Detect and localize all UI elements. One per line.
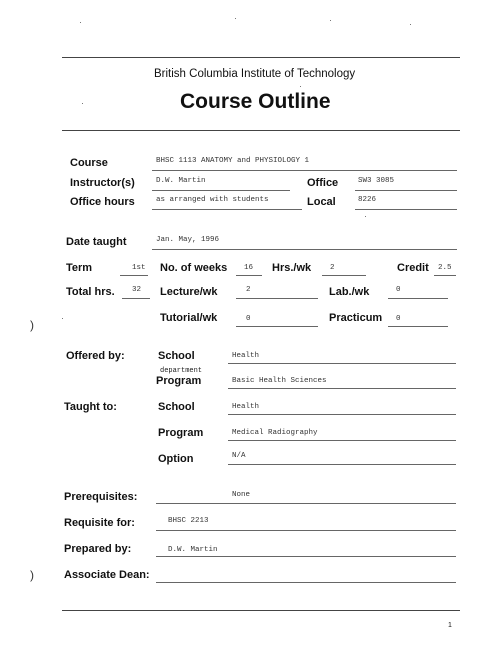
total-hrs-underline (122, 298, 150, 299)
associate-dean-underline (156, 582, 456, 583)
top-rule (62, 57, 460, 58)
weeks-label: No. of weeks (160, 262, 228, 274)
office-hours-value: as arranged with students (156, 196, 269, 204)
taught-school-label: School (158, 401, 195, 413)
hrs-wk-value: 2 (330, 264, 335, 272)
offered-school-value: Health (232, 352, 260, 360)
term-underline (120, 275, 148, 276)
term-value: 1st (132, 264, 146, 272)
office-value: SW3 3085 (358, 177, 395, 185)
associate-dean-label: Associate Dean: (64, 569, 150, 581)
instructor-value: D.W. Martin (156, 177, 206, 185)
office-label: Office (307, 177, 339, 189)
hrs-wk-label: Hrs./wk (272, 262, 312, 274)
bottom-rule (62, 610, 460, 611)
page-title: Course Outline (180, 90, 331, 113)
lecture-underline (236, 298, 318, 299)
scan-speck (235, 18, 236, 19)
lab-underline (388, 298, 448, 299)
tutorial-underline (236, 326, 318, 327)
requisite-for-underline (156, 530, 456, 531)
practicum-label: Practicum (329, 312, 383, 324)
local-underline (355, 209, 457, 210)
scan-speck (410, 24, 411, 25)
taught-program-label: Program (158, 427, 204, 439)
scan-speck (82, 103, 83, 104)
office-hours-label: Office hours (70, 196, 135, 208)
local-value: 8226 (358, 196, 377, 204)
offered-school-underline (228, 363, 456, 364)
lecture-label: Lecture/wk (160, 286, 218, 298)
date-taught-value: Jan. May, 1996 (156, 236, 220, 244)
page-number: 1 (448, 622, 452, 629)
offered-program-label: Program (156, 375, 202, 387)
scan-speck (365, 216, 366, 217)
credit-value: 2.5 (438, 264, 452, 272)
instructor-underline (152, 190, 290, 191)
scan-speck (62, 318, 63, 319)
taught-to-label: Taught to: (64, 401, 117, 413)
offered-program-underline (228, 388, 456, 389)
lab-label: Lab./wk (329, 286, 370, 298)
office-hours-underline (152, 209, 302, 210)
practicum-underline (388, 326, 448, 327)
prepared-by-underline (156, 556, 456, 557)
offered-by-label: Offered by: (66, 350, 125, 362)
tutorial-label: Tutorial/wk (160, 312, 218, 324)
prepared-by-label: Prepared by: (64, 543, 132, 555)
institute-name: British Columbia Institute of Technology (154, 68, 356, 80)
option-label: Option (158, 453, 194, 465)
hrs-wk-underline (322, 275, 366, 276)
scan-speck (300, 86, 301, 87)
local-label: Local (307, 196, 336, 208)
margin-bracket-mark: ) (30, 318, 34, 332)
title-rule (62, 130, 460, 131)
credit-label: Credit (397, 262, 429, 274)
prerequisites-value: None (232, 491, 251, 499)
course-label: Course (70, 157, 108, 169)
taught-program-underline (228, 440, 456, 441)
option-underline (228, 464, 456, 465)
lab-value: 0 (396, 286, 401, 294)
office-underline (355, 190, 457, 191)
prerequisites-underline (156, 503, 456, 504)
instructor-label: Instructor(s) (70, 177, 135, 189)
taught-program-value: Medical Radiography (232, 429, 318, 437)
scan-speck (80, 22, 81, 23)
tutorial-value: 0 (246, 315, 251, 323)
practicum-value: 0 (396, 315, 401, 323)
course-value: BHSC 1113 ANATOMY and PHYSIOLOGY 1 (156, 157, 310, 165)
prepared-by-value: D.W. Martin (168, 546, 218, 554)
weeks-underline (236, 275, 262, 276)
date-taught-label: Date taught (66, 236, 127, 248)
total-hrs-value: 32 (132, 286, 142, 294)
term-label: Term (66, 262, 93, 274)
credit-underline (434, 275, 456, 276)
taught-school-underline (228, 414, 456, 415)
taught-school-value: Health (232, 403, 260, 411)
scan-speck (330, 20, 331, 21)
offered-school-label: School (158, 350, 195, 362)
course-underline (152, 170, 457, 171)
total-hrs-label: Total hrs. (66, 286, 115, 298)
option-value: N/A (232, 452, 246, 460)
weeks-value: 16 (244, 264, 254, 272)
lecture-value: 2 (246, 286, 251, 294)
offered-department-label: department (160, 367, 203, 375)
requisite-for-value: BHSC 2213 (168, 517, 209, 525)
requisite-for-label: Requisite for: (64, 517, 135, 529)
offered-program-value: Basic Health Sciences (232, 377, 327, 385)
date-taught-underline (152, 249, 457, 250)
margin-bracket-mark: ) (30, 568, 34, 582)
prerequisites-label: Prerequisites: (64, 491, 138, 503)
